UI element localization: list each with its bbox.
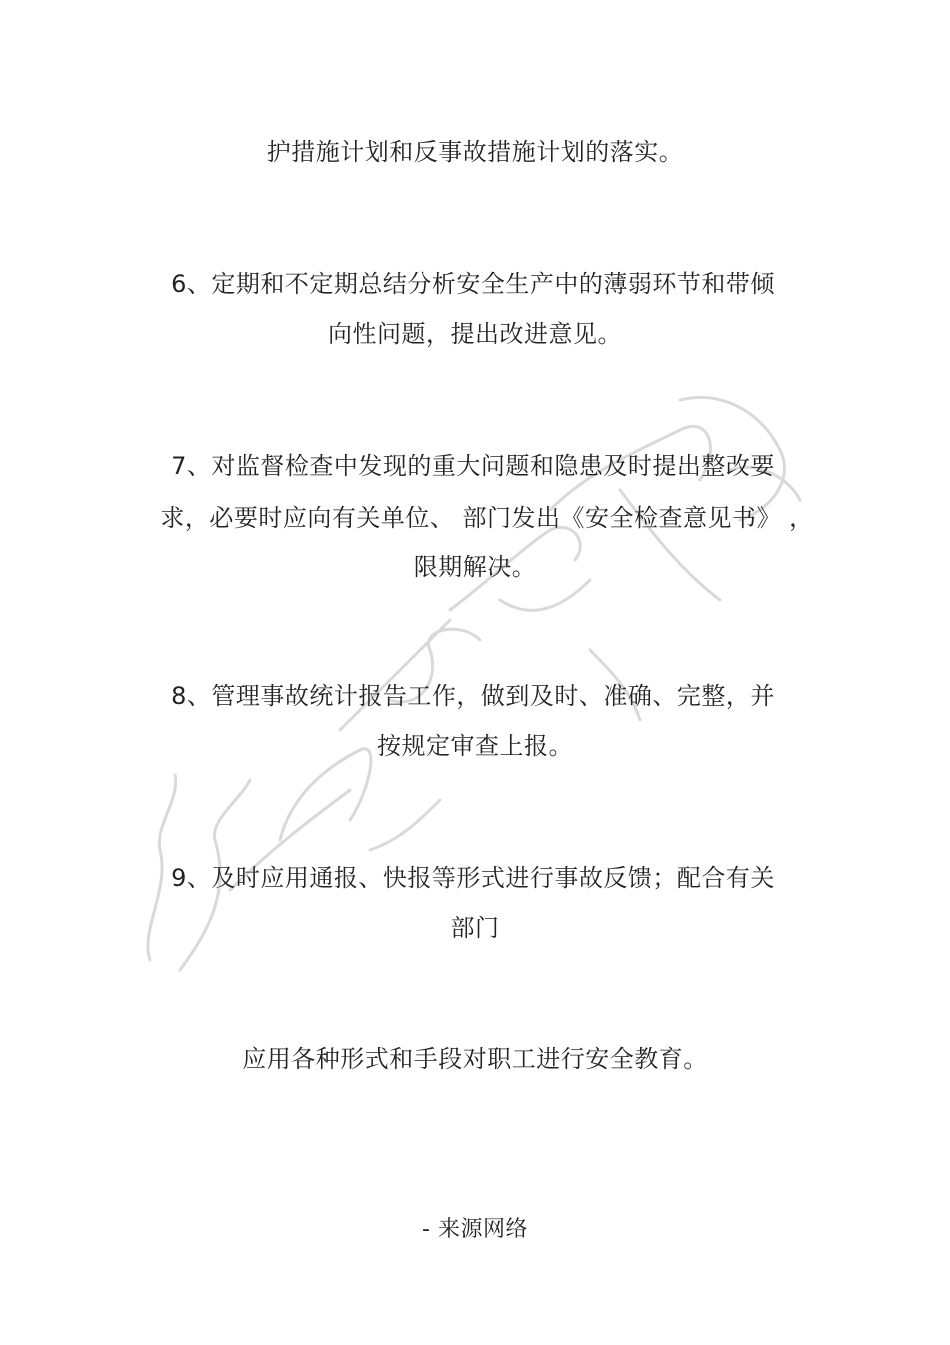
watermark-stroke xyxy=(340,620,450,730)
item-6-line-1: 6、定期和不定期总结分析安全生产中的薄弱环节和带倾 xyxy=(171,270,775,298)
item-8-line-2: 按规定审查上报。 xyxy=(377,732,573,760)
education-line: 应用各种形式和手段对职工进行安全教育。 xyxy=(242,1045,708,1073)
intro-line: 护措施计划和反事故措施计划的落实。 xyxy=(266,138,684,166)
watermark-stroke xyxy=(370,800,440,850)
item-9-line-1: 9、及时应用通报、快报等形式进行事故反馈；配合有关 xyxy=(171,864,775,892)
item-6-line-2: 向性问题，提出改进意见。 xyxy=(328,320,622,348)
item-7-line-2: 求，必要时应向有关单位、 部门发出《安全检查意见书》 ， xyxy=(160,504,814,532)
watermark-stroke xyxy=(280,749,371,840)
item-7-line-3: 限期解决。 xyxy=(413,553,537,581)
item-7-line-1: 7、对监督检查中发现的重大问题和隐患及时提出整改要 xyxy=(171,452,775,480)
watermark-stroke xyxy=(500,580,590,610)
item-9-line-2: 部门 xyxy=(450,914,500,942)
item-8-line-1: 8、管理事故统计报告工作，做到及时、准确、完整，并 xyxy=(171,682,775,710)
footer-source: - 来源网络 xyxy=(422,1217,528,1242)
